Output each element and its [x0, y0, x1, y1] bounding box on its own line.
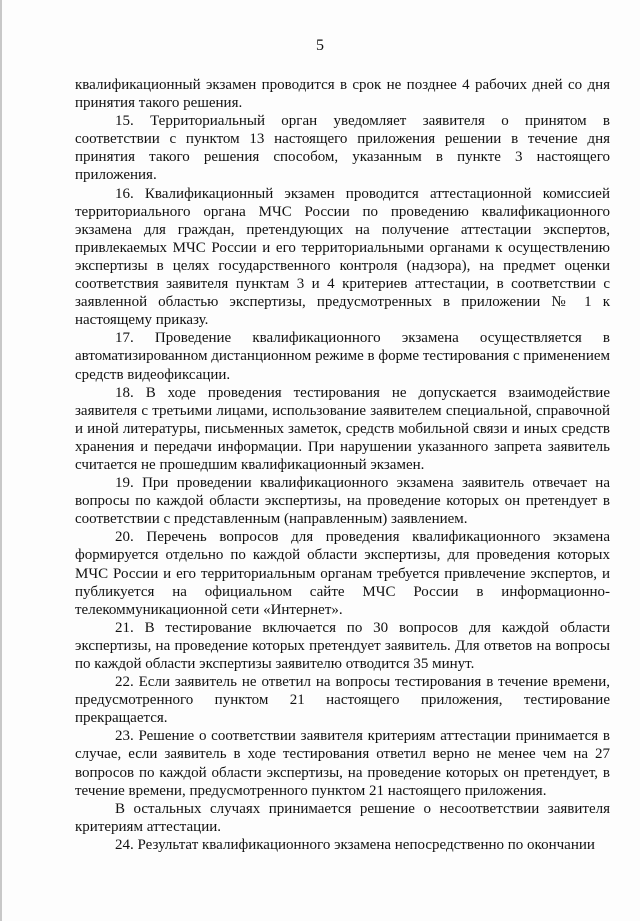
paragraph-17: 17. Проведение квалификационного экзамена осуществляется в автоматизированном дистанционном режиме в форме тестирования с применением средств видеофиксации.	[75, 330, 610, 383]
paragraph-23-other-cases: В остальных случаях принимается решение о несоответствии заявителя критериям аттестации.	[75, 800, 610, 835]
paragraph-16: 16. Квалификационный экзамен проводится аттестационной комиссией территориального органа МЧС России по проведению квалификационного экзамена для граждан, претендующих на получение аттестации экспертов, привлекаемых МЧС России и его территориальными органами к осуществлению экспертизы в целях государственного контроля (надзора), на предмет оценки соответствия заявителя пунктам 3 и 4 критериев аттестации, в соответствии с заявленной областью экспертизы, предусмотренных в приложении № 1 к настоящему приказу.	[75, 185, 610, 329]
paragraph-continuation: квалификационный экзамен проводится в срок не позднее 4 рабочих дней со дня принятия такого решения.	[75, 77, 610, 112]
paragraph-19: 19. При проведении квалификационного экзамена заявитель отвечает на вопросы по каждой области экспертизы, на проведение которых он претендует в соответствии с представленным (направленным) заявлением.	[75, 475, 610, 528]
scan-edge	[0, 0, 2, 921]
paragraph-21: 21. В тестирование включается по 30 вопросов для каждой области экспертизы, на проведение которых претендует заявитель. Для ответов на вопросы по каждой области экспертизы заявителю отводится 35 минут.	[75, 619, 610, 672]
document-body	[75, 76, 610, 854]
paragraph-22: 22. Если заявитель не ответил на вопросы тестирования в течение времени, предусмотренного пунктом 21 настоящего приложения, тестирование прекращается.	[75, 674, 610, 727]
paragraph-24: 24. Результат квалификационного экзамена непосредственно по окончании	[115, 836, 595, 853]
paragraph-18: 18. В ходе проведения тестирования не допускается взаимодействие заявителя с третьими лицами, использование заявителем специальной, справочной и иной литературы, письменных заметок, средств мобильной связи и иных средств хранения и передачи информации. При нарушении указанного запрета заявитель считается не прошедшим квалификационный экзамен.	[75, 384, 610, 473]
paragraph-20: 20. Перечень вопросов для проведения квалификационного экзамена формируется отдельно по каждой области экспертизы, для проведения которых МЧС России и его территориальным органам требуется привлечение экспертов, и публикуется на официальном сайте МЧС России в информационно-телекоммуникационной сети «Интернет».	[75, 529, 610, 618]
paragraph-15: 15. Территориальный орган уведомляет заявителя о принятом в соответствии с пунктом 13 настоящего приложения решении в течение дня принятия такого решения способом, указанным в пункте 3 настоящего приложения.	[75, 113, 610, 184]
paragraph-23: 23. Решение о соответствии заявителя критериям аттестации принимается в случае, если заявитель в ходе тестирования ответил верно не менее чем на 27 вопросов по каждой области экспертизы, на проведение которых он претендует, в течение времени, предусмотренного пунктом 21 настоящего приложения.	[75, 728, 610, 799]
page-number: 5	[316, 37, 324, 54]
